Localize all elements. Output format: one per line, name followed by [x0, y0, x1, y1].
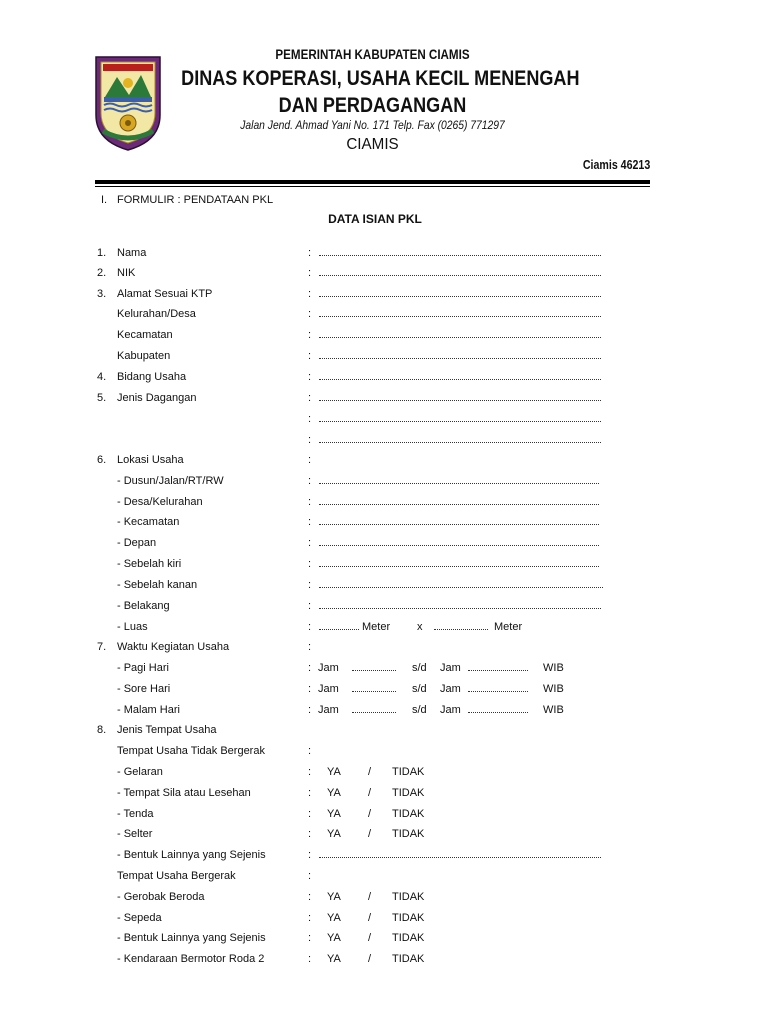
field-row-sepeda [0, 910, 768, 926]
field-label: - Gelaran [117, 766, 163, 778]
colon: : [308, 849, 312, 861]
fill-line-malam-start[interactable] [352, 712, 396, 713]
times-sign: x [417, 621, 423, 633]
option-tidak[interactable]: TIDAK [392, 932, 425, 944]
option-ya[interactable]: YA [327, 953, 341, 965]
colon: : [308, 766, 312, 778]
field-row-tenda [0, 806, 768, 822]
colon: : [308, 288, 312, 300]
unit-label: Meter [362, 621, 391, 633]
fill-line-luas-width[interactable] [434, 629, 488, 630]
colon: : [308, 496, 312, 508]
option-separator: / [368, 891, 372, 903]
field-row-lokasi-usaha [0, 452, 768, 468]
fill-line-desa[interactable] [319, 504, 599, 505]
until-label: s/d [412, 662, 427, 674]
field-row-nik [0, 265, 768, 281]
option-tidak[interactable]: TIDAK [392, 787, 425, 799]
colon: : [308, 808, 312, 820]
field-label: Kabupaten [117, 350, 171, 362]
colon: : [308, 434, 312, 446]
fill-line-sebelah-kanan[interactable] [319, 587, 603, 588]
item-number: 3. [97, 288, 107, 300]
colon: : [308, 392, 312, 404]
field-label: Waktu Kegiatan Usaha [117, 641, 230, 653]
unit-label: Meter [494, 621, 523, 633]
colon: : [308, 579, 312, 591]
field-row-gerobak [0, 889, 768, 905]
fill-line-pagi-start[interactable] [352, 670, 396, 671]
field-row-bentuk-lainnya-1 [0, 847, 768, 863]
field-row-sebelah-kanan [0, 577, 768, 593]
colon: : [308, 247, 312, 259]
field-label: - Luas [117, 621, 148, 633]
colon: : [308, 912, 312, 924]
field-row-sore-hari [0, 681, 768, 697]
fill-line-kabupaten[interactable] [319, 358, 601, 359]
field-label: - Sore Hari [117, 683, 171, 695]
colon: : [308, 475, 312, 487]
fill-line-jenis-dagangan-1[interactable] [319, 400, 601, 401]
colon: : [308, 537, 312, 549]
field-label: - Sebelah kiri [117, 558, 182, 570]
fill-line-depan[interactable] [319, 545, 599, 546]
option-tidak[interactable]: TIDAK [392, 953, 425, 965]
field-row-bergerak [0, 868, 768, 884]
field-label: - Kendaraan Bermotor Roda 2 [117, 953, 265, 965]
colon: : [308, 454, 312, 466]
fill-line-sebelah-kiri[interactable] [319, 566, 599, 567]
item-number: 4. [97, 371, 107, 383]
field-label: Alamat Sesuai KTP [117, 288, 213, 300]
item-number: 5. [97, 392, 107, 404]
field-row-belakang [0, 598, 768, 614]
field-row-tempat-sila [0, 785, 768, 801]
field-row-jenis-dagangan [0, 390, 768, 406]
wib-label: WIB [543, 662, 564, 674]
field-row-kecamatan-lokasi [0, 514, 768, 530]
wib-label: WIB [543, 683, 564, 695]
colon: : [308, 600, 312, 612]
field-label: Kelurahan/Desa [117, 308, 196, 320]
colon: : [308, 329, 312, 341]
colon: : [308, 683, 312, 695]
field-label: - Kecamatan [117, 516, 180, 528]
option-ya[interactable]: YA [327, 766, 341, 778]
form-title: DATA ISIAN PKL [328, 212, 422, 226]
letterhead-divider-thick [95, 180, 650, 184]
fill-line-sore-start[interactable] [352, 691, 396, 692]
option-separator: / [368, 808, 372, 820]
fill-line-alamat[interactable] [319, 296, 601, 297]
field-row-jenis-dagangan-2 [0, 411, 768, 427]
option-separator: / [368, 766, 372, 778]
item-number: 2. [97, 267, 107, 279]
fill-line-nik[interactable] [319, 275, 601, 276]
field-label: Tempat Usaha Bergerak [117, 870, 236, 882]
until-label: s/d [412, 683, 427, 695]
fill-line-bidang-usaha[interactable] [319, 379, 601, 380]
field-label: - Bentuk Lainnya yang Sejenis [117, 849, 266, 861]
colon: : [308, 891, 312, 903]
option-separator: / [368, 828, 372, 840]
colon: : [308, 662, 312, 674]
fill-line-kecamatan[interactable] [319, 337, 601, 338]
field-label: - Bentuk Lainnya yang Sejenis [117, 932, 266, 944]
jam-label: Jam [440, 683, 461, 695]
colon: : [308, 745, 312, 757]
agency-city: CIAMIS [346, 136, 399, 153]
postal-code: Ciamis 46213 [582, 158, 650, 172]
item-number: 8. [97, 724, 107, 736]
field-row-jenis-tempat [0, 722, 768, 738]
field-label: - Dusun/Jalan/RT/RW [117, 475, 224, 487]
field-label: Nama [117, 247, 147, 259]
agency-name-line1: DINAS KOPERASI, USAHA KECIL MENENGAH [181, 67, 580, 90]
jam-label: Jam [318, 662, 339, 674]
field-label: Jenis Tempat Usaha [117, 724, 217, 736]
agency-name-line2: DAN PERDAGANGAN [278, 94, 467, 117]
field-row-malam-hari [0, 702, 768, 718]
colon: : [308, 350, 312, 362]
field-label: - Depan [117, 537, 157, 549]
field-label: - Gerobak Beroda [117, 891, 205, 903]
fill-line-sore-end[interactable] [468, 691, 528, 692]
field-row-bentuk-lainnya-2 [0, 930, 768, 946]
option-tidak[interactable]: TIDAK [392, 766, 425, 778]
item-number: 1. [97, 247, 107, 259]
option-ya[interactable]: YA [327, 932, 341, 944]
field-row-selter [0, 826, 768, 842]
field-row-desa [0, 494, 768, 510]
fill-line-nama[interactable] [319, 255, 601, 256]
colon: : [308, 787, 312, 799]
jam-label: Jam [440, 662, 461, 674]
fill-line-malam-end[interactable] [468, 712, 528, 713]
field-row-gelaran [0, 764, 768, 780]
colon: : [308, 932, 312, 944]
option-ya[interactable]: YA [327, 912, 341, 924]
colon: : [308, 308, 312, 320]
option-separator: / [368, 787, 372, 799]
field-row-bidang-usaha [0, 369, 768, 385]
field-row-waktu-kegiatan [0, 639, 768, 655]
fill-line-kecamatan-lokasi[interactable] [319, 524, 599, 525]
colon: : [308, 516, 312, 528]
field-label: Jenis Dagangan [117, 392, 197, 404]
field-row-tidak-bergerak [0, 743, 768, 759]
jam-label: Jam [318, 683, 339, 695]
option-tidak[interactable]: TIDAK [392, 828, 425, 840]
government-name: PEMERINTAH KABUPATEN CIAMIS [275, 47, 470, 62]
field-row-kabupaten [0, 348, 768, 364]
field-label: Kecamatan [117, 329, 173, 341]
colon: : [308, 953, 312, 965]
colon: : [308, 828, 312, 840]
field-label: Tempat Usaha Tidak Bergerak [117, 745, 265, 757]
field-row-jenis-dagangan-3 [0, 432, 768, 448]
fill-line-jenis-dagangan-3[interactable] [319, 442, 601, 443]
wib-label: WIB [543, 704, 564, 716]
field-label: - Belakang [117, 600, 170, 612]
field-label: NIK [117, 267, 136, 279]
field-label: - Desa/Kelurahan [117, 496, 203, 508]
option-tidak[interactable]: TIDAK [392, 891, 425, 903]
until-label: s/d [412, 704, 427, 716]
field-row-kecamatan [0, 327, 768, 343]
field-row-depan [0, 535, 768, 551]
agency-address: Jalan Jend. Ahmad Yani No. 171 Telp. Fax (0265) 771297 [240, 118, 505, 132]
option-ya[interactable]: YA [327, 787, 341, 799]
jam-label: Jam [318, 704, 339, 716]
jam-label: Jam [440, 704, 461, 716]
colon: : [308, 704, 312, 716]
field-label: - Sebelah kanan [117, 579, 198, 591]
option-separator: / [368, 932, 372, 944]
form-label: FORMULIR : PENDATAAN PKL [117, 194, 274, 206]
colon: : [308, 558, 312, 570]
field-label: - Malam Hari [117, 704, 180, 716]
option-separator: / [368, 953, 372, 965]
colon: : [308, 870, 312, 882]
fill-line-bentuk-lainnya[interactable] [319, 857, 601, 858]
item-number: 7. [97, 641, 107, 653]
field-label: - Tenda [117, 808, 154, 820]
section-number: I. [101, 194, 108, 206]
colon: : [308, 267, 312, 279]
field-row-alamat [0, 286, 768, 302]
field-label: - Pagi Hari [117, 662, 169, 674]
option-tidak[interactable]: TIDAK [392, 912, 425, 924]
letterhead-divider-thin [95, 186, 650, 187]
field-label: - Tempat Sila atau Lesehan [117, 787, 251, 799]
field-row-kelurahan [0, 306, 768, 322]
fill-line-luas-length[interactable] [319, 629, 359, 630]
colon: : [308, 371, 312, 383]
field-label: - Sepeda [117, 912, 162, 924]
fill-line-dusun[interactable] [319, 483, 599, 484]
field-row-dusun [0, 473, 768, 489]
fill-line-belakang[interactable] [319, 608, 601, 609]
ciamis-emblem-logo [93, 53, 163, 153]
field-row-sebelah-kiri [0, 556, 768, 572]
colon: : [308, 621, 312, 633]
fill-line-kelurahan[interactable] [319, 316, 601, 317]
item-number: 6. [97, 454, 107, 466]
field-label: Lokasi Usaha [117, 454, 184, 466]
fill-line-jenis-dagangan-2[interactable] [319, 421, 601, 422]
field-row-nama [0, 245, 768, 261]
colon: : [308, 641, 312, 653]
fill-line-pagi-end[interactable] [468, 670, 528, 671]
option-ya[interactable]: YA [327, 891, 341, 903]
field-label: - Selter [117, 828, 153, 840]
field-row-pagi-hari [0, 660, 768, 676]
option-tidak[interactable]: TIDAK [392, 808, 425, 820]
field-row-luas [0, 619, 768, 635]
option-separator: / [368, 912, 372, 924]
option-ya[interactable]: YA [327, 828, 341, 840]
colon: : [308, 413, 312, 425]
field-label: Bidang Usaha [117, 371, 187, 383]
option-ya[interactable]: YA [327, 808, 341, 820]
field-row-kendaraan [0, 951, 768, 967]
